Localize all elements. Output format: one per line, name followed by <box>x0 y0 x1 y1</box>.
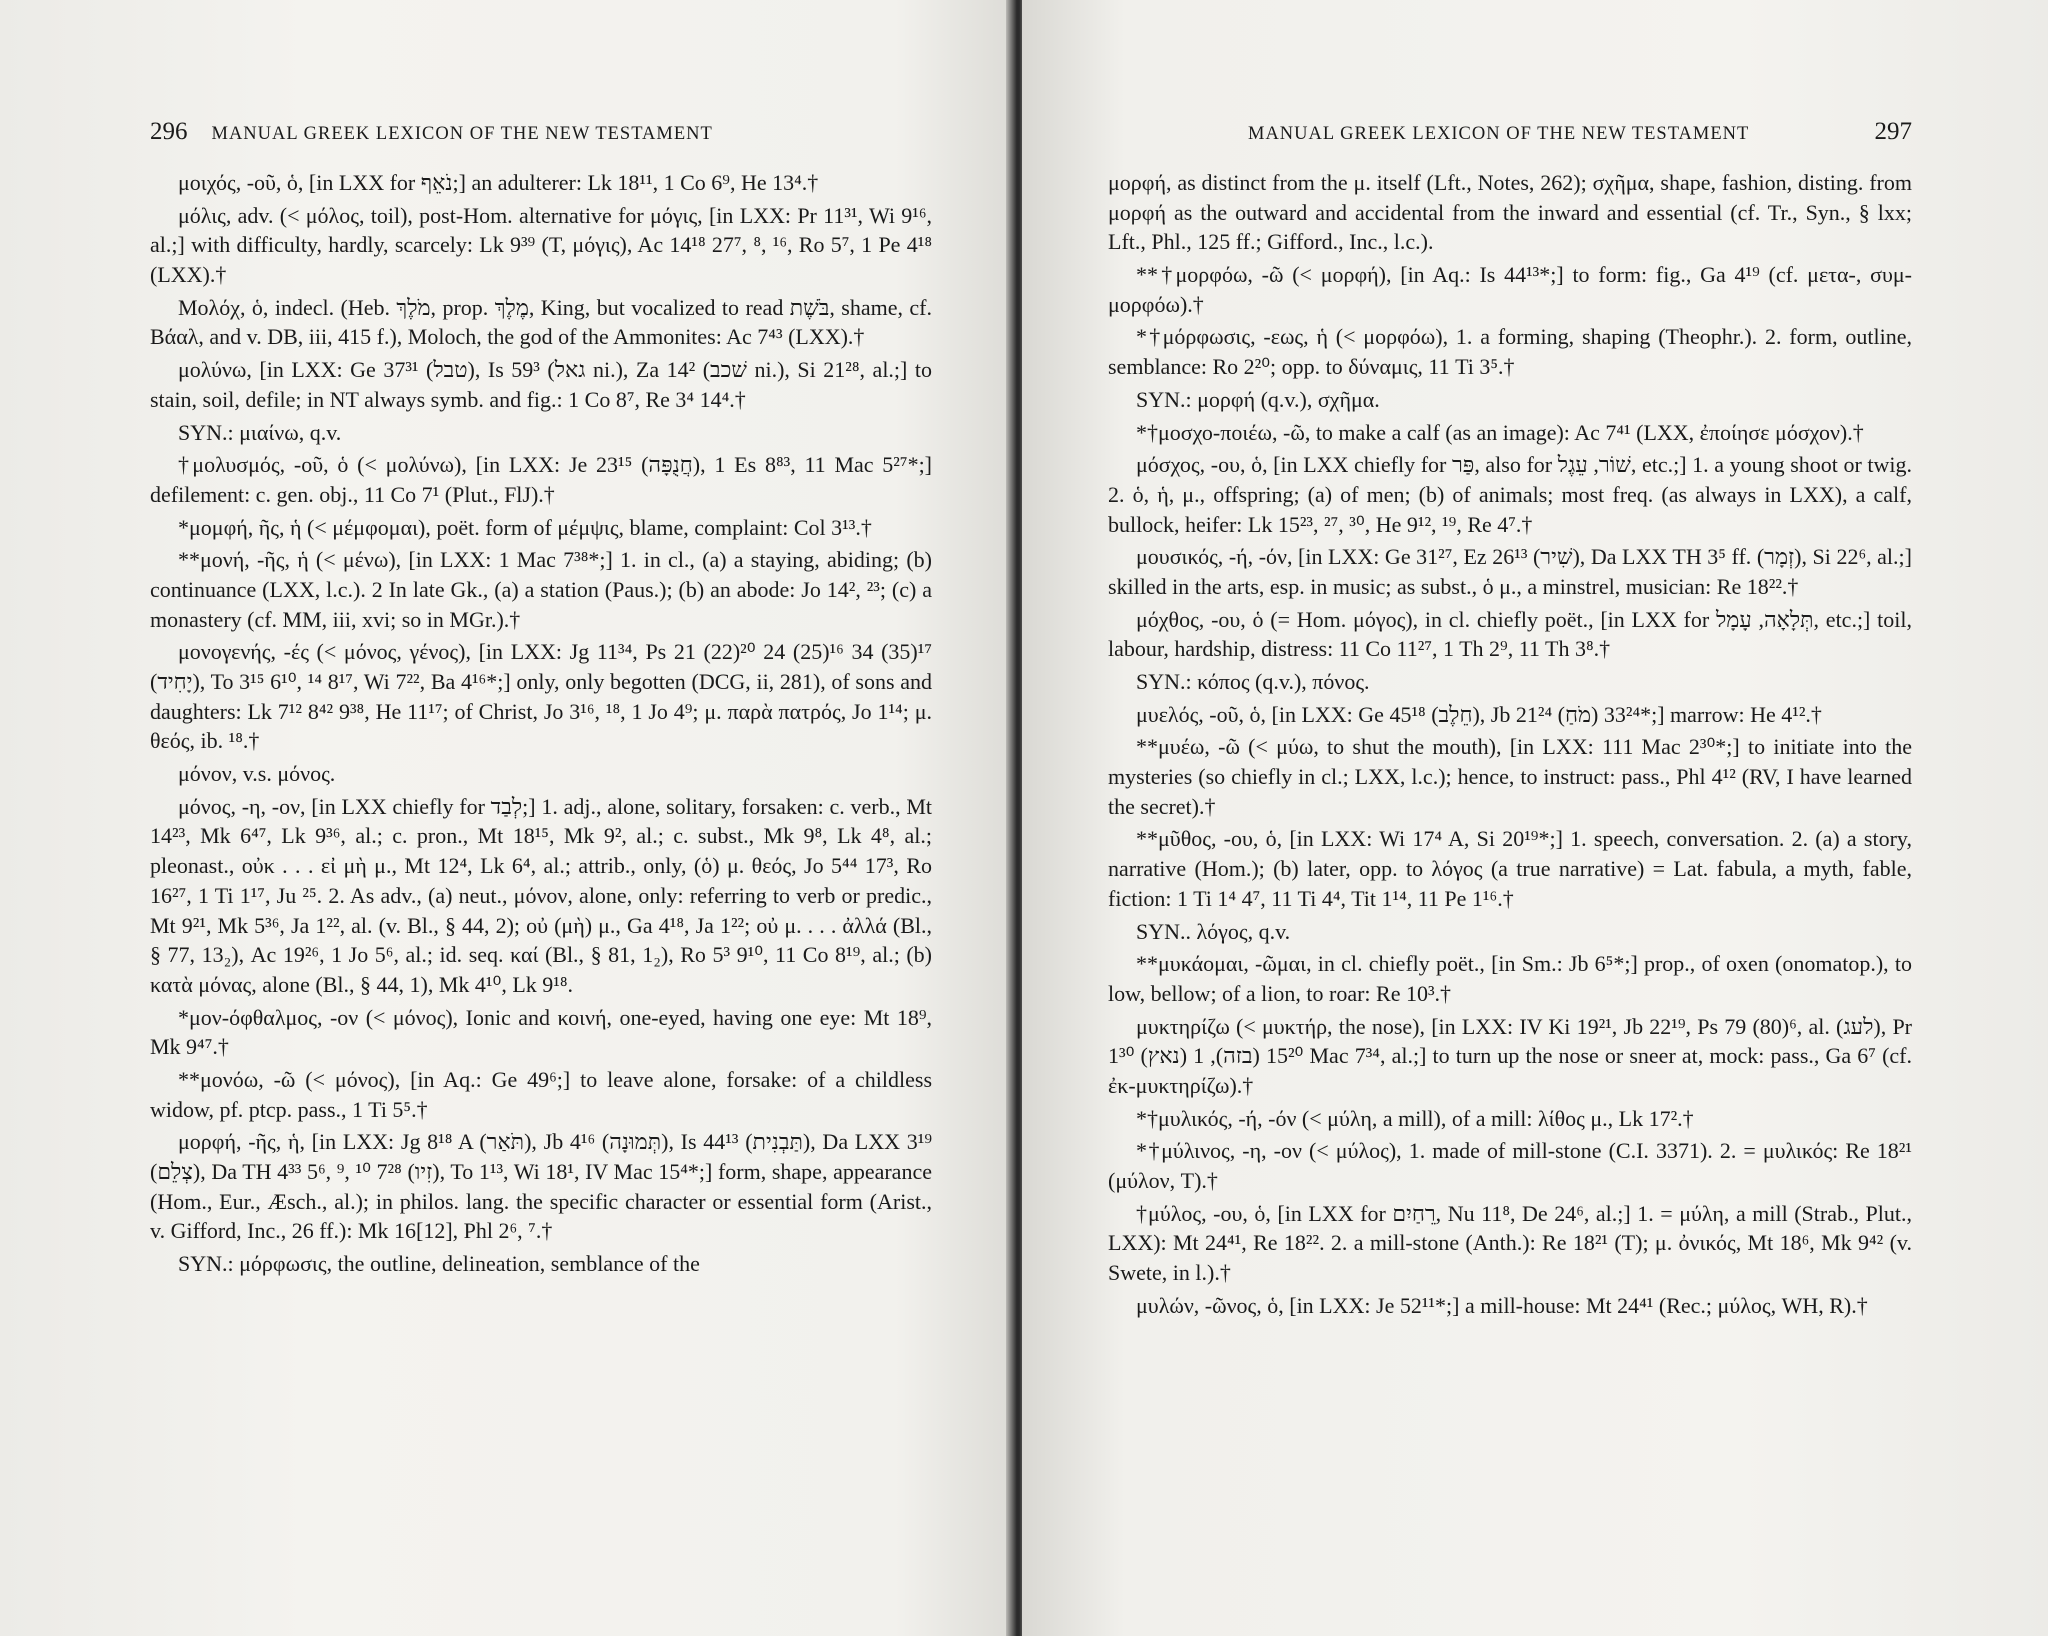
lexicon-entry: μορφή, -ῆς, ἡ, [in LXX: Jg 8¹⁸ A (תֹּאַר), Jb 4¹⁶ (תְּמוּנָה), Is 44¹³ (תַּבְנִית), Da LXX 3¹⁹ (צְלֵם), Da TH 4³³ 5⁶, ⁹, ¹⁰ 7²⁸ (זִיו), To 1¹³, Wi 18¹, IV Mac 15⁴*;] form, shape, appearance (Hom., Eur., Æsch., al.); in philos. lang. the specific character or essential form (Arist., v. Gifford, Inc., 26 ff.): Mk 16[12], Phl 2⁶, ⁷.† <box>150 1129 933 1244</box>
lexicon-entry: SYN.: κόπος (q.v.), πόνος. <box>1136 669 1370 694</box>
lexicon-entry: SYN.: μορφή (q.v.), σχῆμα. <box>1136 386 1380 412</box>
lexicon-entry: †μολυσμός, -οῦ, ὁ (< μολύνω), [in LXX: Je 23¹⁵ (חֲנֻפָּה), 1 Es 8⁸³, 11 Mac 5²⁷*;] defilement: c. gen. obj., 11 Co 7¹ (Plut., FlJ).† <box>150 452 933 507</box>
lexicon-entry: †μύλος, -ου, ὁ, [in LXX for רֵחַיִם, Nu 11⁸, De 24⁶, al.;] 1. = μύλη, a mill (Strab., Plut., LXX): Mt 24⁴¹, Re 18²². 2. a mill-stone (Anth.): Re 18²¹ (T); μ. ὀνικός, Mt 18⁶, Mk 9⁴² (v. Swete, in l.).† <box>1108 1200 1912 1286</box>
left-page-number: 296 <box>150 118 188 145</box>
lexicon-entry: μυελός, -οῦ, ὁ, [in LXX: Ge 45¹⁸ (חֵלֶב), Jb 21²⁴ (מֹחַ) 33²⁴*;] marrow: He 4¹².† <box>1136 701 1822 727</box>
right-page-body <box>1108 168 1912 1320</box>
lexicon-entry: μονογενής, -ές (< μόνος, γένος), [in LXX: Jg 11³⁴, Ps 21 (22)²⁰ 24 (25)¹⁶ 34 (35)¹⁷ (יָחִיד), To 3¹⁵ 6¹⁰, ¹⁴ 8¹⁷, Wi 7²², Ba 4¹⁶*;] only, only begotten (DCG, ii, 281), of sons and daughters: Lk 7¹² 8⁴² 9³⁸, He 11¹⁷; of Christ, Jo 3¹⁶, ¹⁸, 1 Jo 4⁹; μ. παρὰ πατρός, Jo 1¹⁴; μ. θεός, ib. ¹⁸.† <box>150 639 932 754</box>
lexicon-entry: SYN.. λόγος, q.v. <box>1136 918 1291 944</box>
lexicon-entry: *†μόρφωσις, -εως, ἡ (< μορφόω), 1. a forming, shaping (Theophr.). 2. form, outline, semblance: Ro 2²⁰; opp. to δύναμις, 11 Ti 3⁵.† <box>1108 324 1912 380</box>
lexicon-entry: μορφή, as distinct from the μ. itself (Lft., Notes, 262); σχῆμα, shape, fashion, disting. from μορφή as the outward and accidental from the inward and essential (cf. Tr., Syn., § lxx; Lft., Phl., 125 ff.; Gifford., Inc., l.c.). <box>1108 170 1912 255</box>
lexicon-entry: Μολόχ, ὁ, indecl. (Heb. מֹלֶךְ, prop. מֶלֶךְ, King, but vocalized to read בֹּשֶׁת, shame, cf. Βάαλ, and v. DB, iii, 415 f.), Moloch, the god of the Ammonites: Ac 7⁴³ (LXX).† <box>150 294 932 350</box>
left-page <box>0 0 1018 1636</box>
lexicon-entry: **μονόω, -ῶ (< μόνος), [in Aq.: Ge 49⁶;] to leave alone, forsake: of a childless widow, pf. ptcp. pass., 1 Ti 5⁵.† <box>150 1066 932 1122</box>
lexicon-entry: μολύνω, [in LXX: Ge 37³¹ (טבל), Is 59³ (גאל ni.), Za 14² (שׁכב ni.), Si 21²⁸, al.;] to stain, soil, defile; in NT always symb. and fig.: 1 Co 8⁷, Re 3⁴ 14⁴.† <box>150 357 932 412</box>
lexicon-entry: SYN.: μόρφωσις, the outline, delineation, semblance of the <box>178 1251 700 1277</box>
lexicon-entry: **μονή, -ῆς, ἡ (< μένω), [in LXX: 1 Mac 7³⁸*;] 1. in cl., (a) a staying, abiding; (b) continuance (LXX, l.c.). 2 In late Gk., (a) a station (Paus.); (b) an abode: Jo 14², ²³; (c) a monastery (cf. MM, iii, xvi; so in MGr.).† <box>150 547 932 632</box>
lexicon-entry: *†μυλικός, -ή, -όν (< μύλη, a mill), of a mill: λίθος μ., Lk 17².† <box>1136 1105 1694 1131</box>
lexicon-entry: μόχθος, -ου, ὁ (= Hom. μόγος), in cl. chiefly poët., [in LXX for תְּלָאָה, עָמָל, etc.;] toil, labour, hardship, distress: 11 Co 11²⁷, 1 Th 2⁹, 11 Th 3⁸.† <box>1108 606 1912 662</box>
left-running-head <box>150 118 932 146</box>
right-page <box>1022 0 2048 1636</box>
lexicon-entry: **μυκάομαι, -ῶμαι, in cl. chiefly poët., [in Sm.: Jb 6⁵*;] prop., of oxen (onomatop.), to low, bellow; of a lion, to roar: Re 10³.† <box>1108 951 1912 1006</box>
lexicon-entry: *μομφή, ῆς, ἡ (< μέμφομαι), poët. form of μέμψις, blame, complaint: Col 3¹³.† <box>178 514 872 540</box>
right-running-title: MANUAL GREEK LEXICON OF THE NEW TESTAMENT <box>1248 124 1750 144</box>
lexicon-entry: **μυέω, -ῶ (< μύω, to shut the mouth), [in LXX: 111 Mac 2³⁰*;] to initiate into the mysteries (so chiefly in cl.; LXX, l.c.); hence, to instruct: pass., Phl 4¹² (RV, I have learned the secret).† <box>1108 734 1912 819</box>
lexicon-entry: μόνον, v.s. μόνος. <box>178 761 336 787</box>
lexicon-entry: *†μοσχο-ποιέω, -ῶ, to make a calf (as an image): Ac 7⁴¹ (LXX, ἐποίησε μόσχον).† <box>1136 419 1864 445</box>
lexicon-entry: **μῦθος, -ου, ὁ, [in LXX: Wi 17⁴ A, Si 20¹⁹*;] 1. speech, conversation. 2. (a) a story, narrative (Hom.); (b) later, opp. to λόγος (a true narrative) = Lat. fabula, a myth, fable, fiction: 1 Ti 1⁴ 4⁷, 11 Ti 4⁴, Tit 1¹⁴, 11 Pe 1¹⁶.† <box>1108 826 1912 911</box>
right-page-number: 297 <box>1874 118 1912 145</box>
lexicon-entry: *μον-όφθαλμος, -ον (< μόνος), Ionic and κοινή, one-eyed, having one eye: Mt 18⁹, Mk 9⁴⁷.† <box>150 1004 932 1060</box>
lexicon-entry: *†μύλινος, -η, -ον (< μύλος), 1. made of mill-stone (C.I. 3371). 2. = μυλικός: Re 18²¹ (μύλον, T).† <box>1108 1138 1912 1193</box>
left-page-body <box>150 168 932 1279</box>
lexicon-entry: μυκτηρίζω (< μυκτήρ, the nose), [in LXX: IV Ki 19²¹, Jb 22¹⁹, Ps 79 (80)⁶, al. (לעג), Pr 1³⁰ (נאץ) 15²⁰ (בזה), 1 Mac 7³⁴, al.;] to turn up the nose or sneer at, mock: pass., Ga 6⁷ (cf. ἐκ-μυκτηρίζω).† <box>1108 1013 1912 1098</box>
left-running-title: MANUAL GREEK LEXICON OF THE NEW TESTAMENT <box>211 124 713 144</box>
lexicon-entry: μόσχος, -ου, ὁ, [in LXX chiefly for פַּר, also for שׁוֹר, עֵגֶל, etc.;] 1. a young shoot or twig. 2. ὁ, ἡ, μ., offspring; (a) of men; (b) of animals; most freq. (as always in LXX), a calf, bullock, heifer: Lk 15²³, ²⁷, ³⁰, He 9¹², ¹⁹, Re 4⁷.† <box>1108 452 1913 537</box>
lexicon-entry: μυλών, -ῶνος, ὁ, [in LXX: Je 52¹¹*;] a mill-house: Mt 24⁴¹ (Rec.; μύλος, WH, R).† <box>1136 1292 1868 1318</box>
lexicon-entry: **†μορφόω, -ῶ (< μορφή), [in Aq.: Is 44¹³*;] to form: fig., Ga 4¹⁹ (cf. μετα-, συμ-μορφόω).† <box>1108 262 1912 317</box>
lexicon-entry: μουσικός, -ή, -όν, [in LXX: Ge 31²⁷, Ez 26¹³ (שִׁיר), Da LXX TH 3⁵ ff. (זְמָר), Si 22⁶, al.;] skilled in the arts, esp. in music; as subst., ὁ μ., a minstrel, musician: Re 18²².† <box>1108 544 1912 599</box>
right-running-head <box>1108 118 1912 146</box>
lexicon-entry: SYN.: μιαίνω, q.v. <box>178 419 342 445</box>
lexicon-entry: μοιχός, -οῦ, ὁ, [in LXX for נֹאֵף;] an adulterer: Lk 18¹¹, 1 Co 6⁹, He 13⁴.† <box>178 170 819 195</box>
lexicon-entry: μόλις, adv. (< μόλος, toil), post-Hom. alternative for μόγις, [in LXX: Pr 11³¹, Wi 9¹⁶, al.;] with difficulty, hardly, scarcely: Lk 9³⁹ (T, μόγις), Ac 14¹⁸ 27⁷, ⁸, ¹⁶, Ro 5⁷, 1 Pe 4¹⁸ (LXX).† <box>150 202 932 288</box>
lexicon-entry: μόνος, -η, -ον, [in LXX chiefly for לְבַד;] 1. adj., alone, solitary, forsaken: c. verb., Mt 14²³, Mk 6⁴⁷, Lk 9³⁶, al.; c. pron., Mt 18¹⁵, Mk 9², al.; c. subst., Mk 9⁸, Lk 4⁸, al.; pleonast., οὐκ . . . εἰ μὴ μ., Mt 12⁴, Lk 6⁴, al.; attrib., only, (ὁ) μ. θεός, Jo 5⁴⁴ 17³, Ro 16²⁷, 1 Ti 1¹⁷, Ju ²⁵. 2. As adv., (a) neut., μόνον, alone, only: referring to verb or predic., Mt 9²¹, Mk 5³⁶, Ja 1²², al. (v. Bl., § 44, 2); οὐ (μὴ) μ., Ga 4¹⁸, Ja 1²²; οὐ μ. . . . ἀλλά (Bl., § 77, 13₂), Ac 19²⁶, 1 Jo 5⁶, al.; id. seq. καί (Bl., § 81, 1₂), Ro 5³ 9¹⁰, 11 Co 8¹⁹, al.; (b) κατὰ μόνας, alone (Bl., § 44, 1), Mk 4¹⁰, Lk 9¹⁸. <box>150 793 932 997</box>
